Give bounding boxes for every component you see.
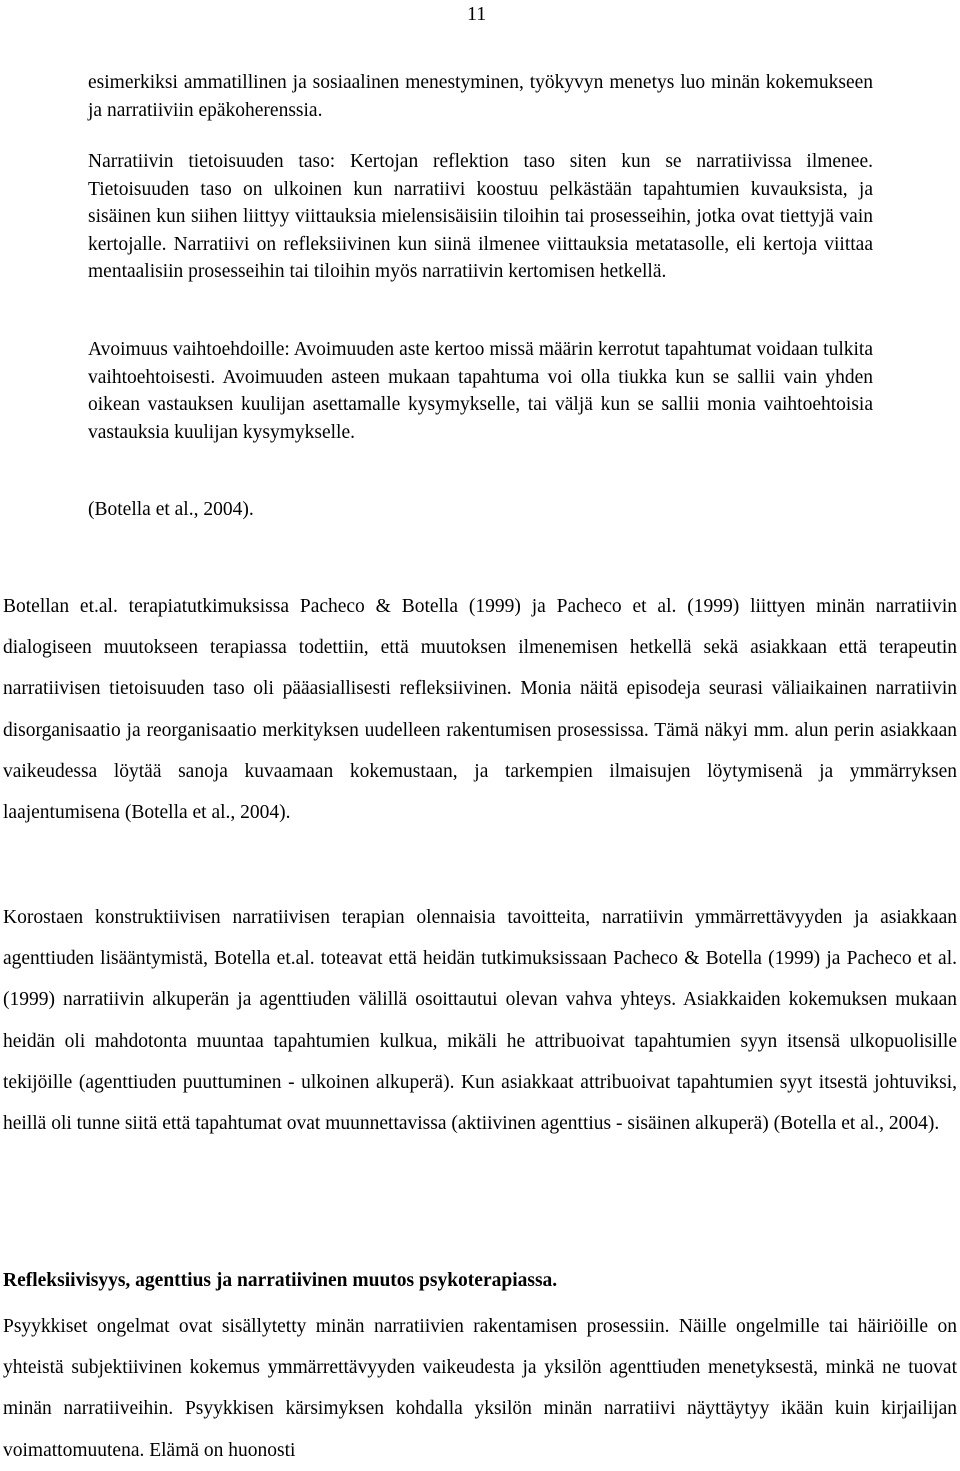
indented-paragraph-1: esimerkiksi ammatillinen ja sosiaalinen menestyminen, työkyvyn menetys luo minän kokemukseen ja narratiiviin epäkoherenssia. — [88, 72, 873, 121]
body-paragraph-1: Botellan et.al. terapiatutkimuksissa Pacheco & Botella (1999) ja Pacheco et al. (1999) liittyen minän narratiivin dialogiseen muutokseen terapiassa todettiin, että muutoksen ilmenemisen hetkellä sekä asiakkaan että terapeutin narratiivisen tietoisuuden taso oli pääasiallisesti refleksiivinen. Monia näitä episodeja seurasi väliaikainen narratiivin disorganisaatio ja reorganisaatio merkityksen uudelleen rakentumisen prosessissa. Tämä näkyi mm. alun perin asiakkaan vaikeudessa löytää sanoja kuvaamaan kokemustaan, ja tarkempien ilmaisujen löytymisenä ja ymmärryksen laajentumisena (Botella et al., 2004). — [3, 596, 957, 824]
indented-paragraph-3: Avoimuus vaihtoehdoille: Avoimuuden aste kertoo missä määrin kerrotut tapahtumat voidaan tulkita vaihtoehtoisesti. Avoimuuden asteen mukaan tapahtuma voi olla tiukka kun se sallii vain yhden oikean vastauksen kuulijan asettamalle kysymykselle, tai väljä kun se sallii monia vaihtoehtoisia vastauksia kuulijan kysymykselle. — [88, 339, 873, 443]
body-paragraph-2: Korostaen konstruktiivisen narratiivisen terapian olennaisia tavoitteita, narratiivin ymmärrettävyyden ja asiakkaan agenttiuden lisääntymistä, Botella et.al. toteavat että heidän tutkimuksissaan Pacheco & Botella (1999) ja Pacheco et al. (1999) narratiivin alkuperän ja agenttiuden välillä osoittautui olevan vahva yhteys. Asiakkaiden kokemuksen mukaan heidän oli mahdotonta muuntaa tapahtumien kulkua, mikäli he attribuoivat tapahtumien syyn itsensä ulkopuolisille tekijöille (agenttiuden puuttuminen - ulkoinen alkuperä). Kun asiakkaat attribuoivat tapahtumien syyt itsestä johtuviksi, heillä oli tunne siitä että tapahtumat ovat muunnettavissa (aktiivinen agenttius - sisäinen alkuperä) (Botella et al., 2004). — [3, 907, 957, 1135]
citation-line: (Botella et al., 2004). — [88, 499, 254, 520]
section-heading: Refleksiivisyys, agenttius ja narratiivinen muutos psykoterapiassa. — [3, 1270, 558, 1291]
indented-paragraph-2: Narratiivin tietoisuuden taso: Kertojan reflektion taso siten kun se narratiivissa ilmenee. Tietoisuuden taso on ulkoinen kun narratiivi koostuu pelkästään tapahtumien kuvauksista, ja sisäinen kun siihen liittyy viittauksia mielensisäisiin tiloihin tai prosesseihin, jotka ovat tiettyjä vain kertojalle. Narratiivi on refleksiivinen kun siinä ilmenee viittauksia metatasolle, eli kertoja viittaa mentaalisiin prosesseihin tai tiloihin myös narratiivin kertomisen hetkellä. — [88, 151, 873, 282]
page-number: 11 — [467, 3, 487, 25]
body-paragraph-3: Psyykkiset ongelmat ovat sisällytetty minän narratiivien rakentamisen prosessiin. Näille ongelmille tai häiriöille on yhteistä subjektiivinen kokemus ymmärrettävyyden vaikeudesta ja yksilön agenttiuden menetyksestä, minkä ne tuovat minän narratiiveihin. Psyykkisen kärsimyksen kohdalla yksilön minän narratiivi näyttäytyy ikään kuin kirjailijan voimattomuutena. Elämä on huonosti — [3, 1316, 957, 1461]
